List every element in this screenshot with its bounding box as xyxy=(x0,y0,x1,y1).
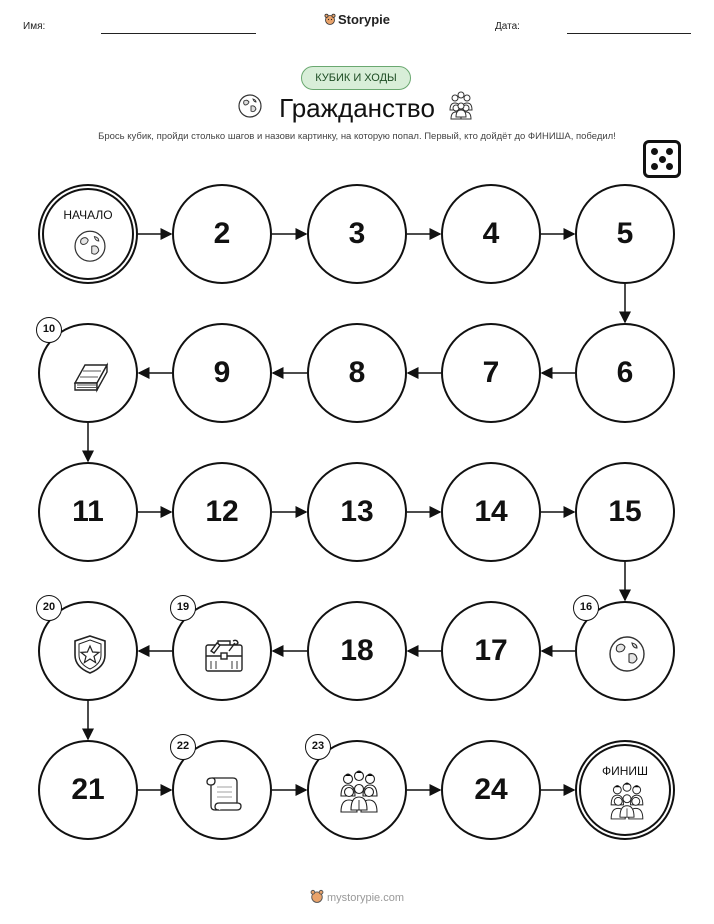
category-tag: КУБИК И ХОДЫ xyxy=(301,66,411,90)
cell-number-badge: 19 xyxy=(170,595,196,621)
cell-number-badge: 22 xyxy=(170,734,196,760)
people-group-icon xyxy=(334,770,384,816)
board-cell-15 xyxy=(575,462,675,562)
globe-icon xyxy=(68,226,112,266)
board-cell-7 xyxy=(441,323,541,423)
board-cell-5 xyxy=(575,184,675,284)
cell-number: 9 xyxy=(213,356,231,389)
toolbox-icon xyxy=(199,631,249,677)
instructions: Брось кубик, пройди столько шагов и назови картинку, на которую попал. Первый, кто дойдёт до ФИНИША, победил! xyxy=(98,131,616,142)
brand-name: Storypie xyxy=(337,12,390,27)
board-cell-13 xyxy=(307,462,407,562)
cell-number: 7 xyxy=(482,356,500,389)
board-cell-2 xyxy=(172,184,272,284)
cell-number: 15 xyxy=(608,495,642,528)
globe-icon xyxy=(602,631,652,677)
shield-star-icon xyxy=(65,631,115,677)
cell-number: 14 xyxy=(474,495,508,528)
bear-logo-icon xyxy=(310,889,324,903)
board-cell-14 xyxy=(441,462,541,562)
start-label: НАЧАЛО xyxy=(63,208,113,222)
cell-number: 11 xyxy=(72,495,104,528)
board-cell-11 xyxy=(38,462,138,562)
cell-number: 12 xyxy=(205,495,239,528)
cell-number: 5 xyxy=(616,217,634,250)
page-title: Гражданство xyxy=(279,93,435,123)
people-group-icon xyxy=(605,782,649,822)
board-cell-21 xyxy=(38,740,138,840)
cell-number: 13 xyxy=(340,495,374,528)
cell-number: 8 xyxy=(348,356,366,389)
board-cell-6 xyxy=(575,323,675,423)
cell-number: 18 xyxy=(340,634,374,667)
scroll-icon xyxy=(199,770,249,816)
board-cell-24 xyxy=(441,740,541,840)
cell-number: 21 xyxy=(71,773,105,806)
cell-number: 3 xyxy=(348,217,366,250)
cell-number-badge: 16 xyxy=(573,595,599,621)
board-cell-8 xyxy=(307,323,407,423)
board-cell-3 xyxy=(307,184,407,284)
cell-number: 6 xyxy=(616,356,634,389)
board-cell-4 xyxy=(441,184,541,284)
cell-number-badge: 23 xyxy=(305,734,331,760)
footer xyxy=(0,889,714,904)
finish-label: ФИНИШ xyxy=(601,764,649,778)
cell-number-badge: 20 xyxy=(36,595,62,621)
board-cell-12 xyxy=(172,462,272,562)
book-icon xyxy=(65,353,115,399)
cell-number: 2 xyxy=(213,217,231,250)
finish-cell xyxy=(575,740,675,840)
cell-number: 24 xyxy=(474,773,508,806)
board-cell-17 xyxy=(441,601,541,701)
footer-url: mystorypie.com xyxy=(326,892,405,904)
name-label: Имя: xyxy=(23,21,46,32)
cell-number-badge: 10 xyxy=(36,317,62,343)
date-label: Дата: xyxy=(495,21,520,32)
cell-number: 17 xyxy=(474,634,508,667)
cell-number: 4 xyxy=(482,217,500,250)
board-cell-9 xyxy=(172,323,272,423)
board-cell-18 xyxy=(307,601,407,701)
start-cell xyxy=(38,184,138,284)
